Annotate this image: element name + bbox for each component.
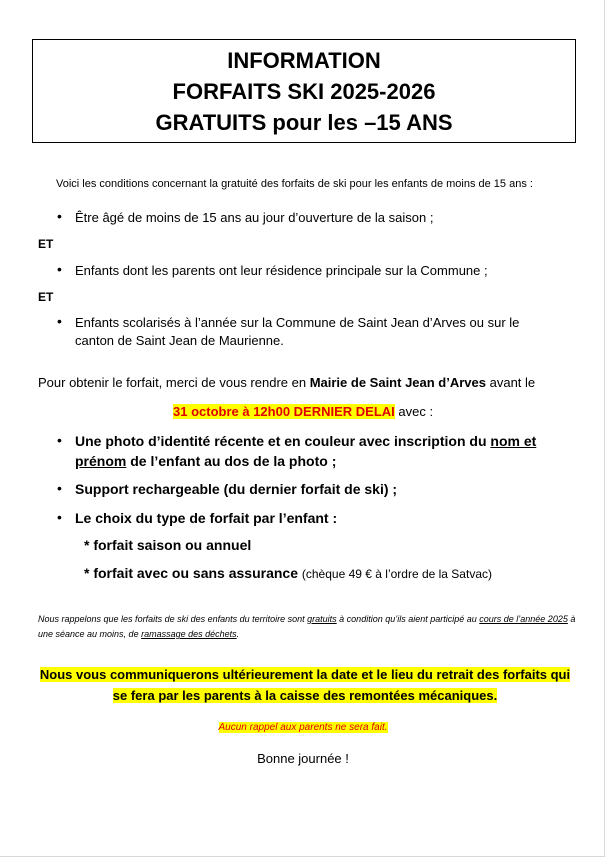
requirement-photo-line-1 [75, 433, 536, 449]
note-gratuits: gratuits [307, 614, 337, 624]
bullet-icon: • [57, 313, 62, 329]
bullet-icon: • [57, 509, 62, 525]
communication-text: Nous vous communiquerons ultérieurement la date et le lieu du retrait des forfaits qui se fera par les parents à la caisse des remontées mécaniques. [39, 667, 571, 703]
bullet-icon: • [57, 208, 62, 224]
deadline-suffix: avec : [394, 404, 434, 419]
note-ramassage: ramassage des déchets [141, 629, 237, 639]
deadline-highlight: 31 octobre à 12h00 DERNIER DELAI [173, 404, 395, 419]
communication-block [38, 664, 572, 706]
intro-text: Voici les conditions concernant la gratuité des forfaits de ski pour les enfants de moins de 15 ans : [56, 178, 533, 190]
obtain-place: Mairie de Saint Jean d’Arves [309, 375, 486, 390]
obtain-text [38, 375, 535, 390]
bullet-icon: • [57, 480, 62, 496]
title-line-1: INFORMATION [227, 48, 381, 73]
note-part-c: à condition qu’ils aient participé au [336, 614, 480, 624]
bullet-icon: • [57, 261, 62, 277]
photo-text-b: de l’enfant au dos de la photo ; [126, 453, 337, 469]
title-box [32, 39, 576, 143]
deadline-line [173, 404, 433, 419]
option-2-text: * forfait avec ou sans assurance [84, 565, 302, 581]
photo-prenom: prénom [75, 453, 127, 469]
condition-3-line-2: canton de Saint Jean de Maurienne. [75, 333, 284, 348]
note-part-g: . [236, 629, 240, 639]
title-line-2: FORFAITS SKI 2025-2026 [172, 79, 436, 104]
requirement-choice: Le choix du type de forfait par l’enfant : [75, 510, 338, 526]
title-line-3: GRATUITS pour les –15 ANS [155, 110, 453, 135]
obtain-suffix: avant le [486, 375, 536, 390]
requirement-support: Support rechargeable (du dernier forfait de ski) ; [75, 481, 398, 497]
condition-3-line-1: Enfants scolarisés à l’année sur la Commune de Saint Jean d’Arves ou sur le [75, 315, 520, 330]
option-2-cheque: (chèque 49 € à l’ordre de la Satvac) [301, 567, 492, 581]
photo-nom: nom et [490, 433, 537, 449]
condition-1: Être âgé de moins de 15 ans au jour d’ouverture de la saison ; [75, 210, 434, 225]
note-cours: cours de l’année 2025 [479, 614, 568, 624]
reminder-note [38, 612, 578, 642]
no-reminder-text: Aucun rappel aux parents ne sera fait. [218, 722, 388, 733]
option-1: * forfait saison ou annuel [84, 537, 252, 553]
condition-2: Enfants dont les parents ont leur résidence principale sur la Commune ; [75, 263, 488, 278]
et-label-2: ET [38, 290, 54, 304]
bullet-icon: • [57, 432, 62, 448]
closing-text: Bonne journée ! [257, 751, 349, 766]
requirement-photo-line-2 [75, 453, 336, 469]
note-part-a: Nous rappelons que les forfaits de ski des enfants du territoire sont [38, 614, 308, 624]
no-reminder-line [0, 717, 606, 735]
obtain-prefix: Pour obtenir le forfait, merci de vous rendre en [38, 375, 310, 390]
photo-text-a: Une photo d’identité récente et en couleur avec inscription du [75, 433, 491, 449]
option-2 [84, 565, 492, 581]
note-part-e: à une séance au moins, de [38, 614, 576, 639]
et-label-1: ET [38, 237, 54, 251]
